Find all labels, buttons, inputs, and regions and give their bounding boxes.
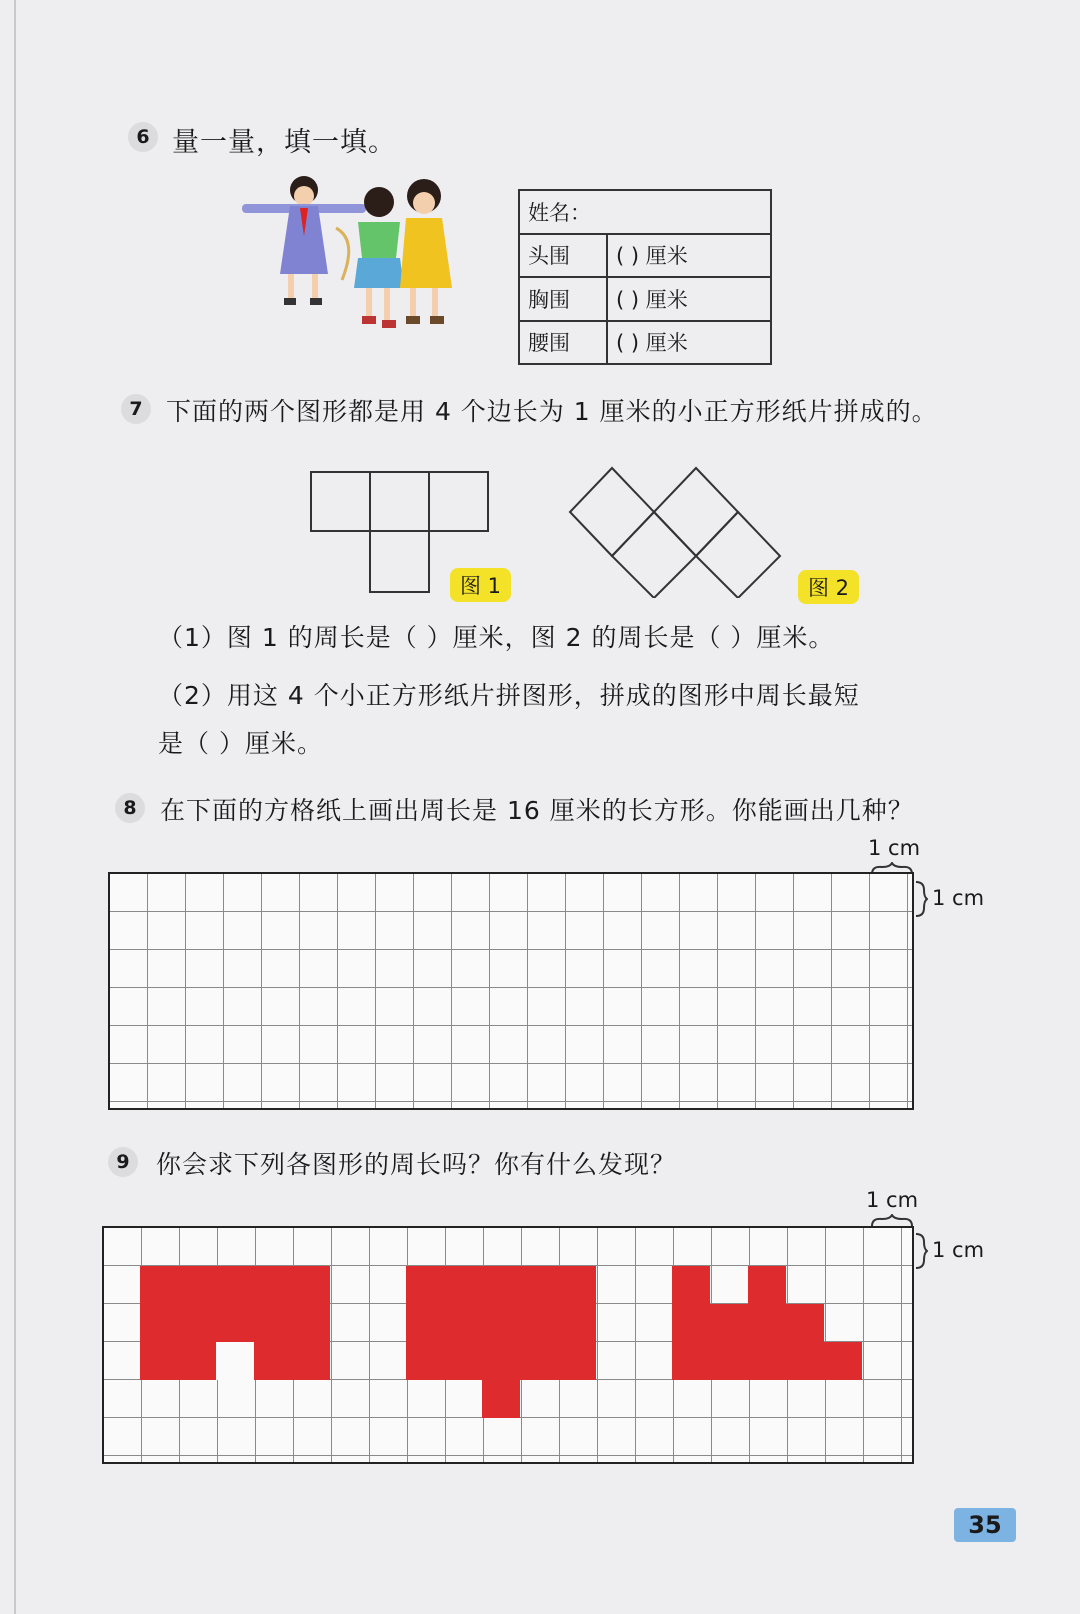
grid-paper-q9: [102, 1226, 914, 1464]
table-row: [519, 321, 771, 365]
shape-b-tab: [482, 1380, 520, 1418]
question-9-text: 你会求下列各图形的周长吗？你有什么发现？: [156, 1150, 677, 1179]
figure-2-label: 图 2: [798, 570, 859, 604]
question-7-number: 7: [121, 394, 151, 424]
waist-blank[interactable]: ( ) 厘米: [607, 321, 771, 365]
unit-width-label: 1 cm: [868, 836, 921, 860]
shape-c-part: [672, 1304, 824, 1342]
question-8-text: 在下面的方格纸上画出周长是 16 厘米的长方形。你能画出几种？: [160, 796, 914, 825]
question-8-number: 8: [115, 793, 145, 823]
fig1-square: [369, 530, 430, 593]
brace-icon: [914, 880, 928, 918]
head-label: 头围: [519, 234, 607, 278]
unit-height-label: 1 cm: [932, 1238, 985, 1262]
name-field[interactable]: [519, 190, 771, 234]
grid-paper-q8[interactable]: [108, 872, 914, 1110]
shape-c-part: [672, 1266, 710, 1304]
question-6-text: 量一量，填一填。: [172, 127, 396, 158]
shape-c-part: [748, 1266, 786, 1304]
chest-blank[interactable]: ( ) 厘米: [607, 277, 771, 321]
unit-width-label: 1 cm: [866, 1188, 919, 1212]
shape-c-part: [672, 1342, 862, 1380]
figure-1-label: 图 1: [450, 568, 511, 602]
waist-label: 腰围: [519, 321, 607, 365]
head-blank[interactable]: ( ) 厘米: [607, 234, 771, 278]
table-row: [519, 277, 771, 321]
shape-a-notch: [216, 1342, 254, 1380]
chest-label: 胸围: [519, 277, 607, 321]
unit-height-label: 1 cm: [932, 886, 985, 910]
figure-2: [568, 462, 788, 598]
question-7-part-2-cont: 是（ ）厘米。: [158, 729, 323, 758]
fig1-square: [369, 471, 430, 532]
question-7-text: 下面的两个图形都是用 4 个边长为 1 厘米的小正方形纸片拼成的。: [166, 397, 938, 426]
question-6-number: 6: [128, 122, 158, 152]
table-row: [519, 234, 771, 278]
fig1-square: [428, 471, 489, 532]
page-edge: [14, 0, 16, 1614]
shape-b: [406, 1266, 596, 1380]
question-7-part-2: （2）用这 4 个小正方形纸片拼图形，拼成的图形中周长最短: [158, 681, 860, 710]
girls-measuring-illustration: [238, 170, 468, 350]
question-9-number: 9: [108, 1147, 138, 1177]
page-number: 35: [954, 1508, 1016, 1542]
question-7-part-1: （1）图 1 的周长是（ ）厘米，图 2 的周长是（ ）厘米。: [158, 623, 835, 652]
name-label: 姓名：: [528, 200, 591, 225]
brace-icon: [914, 1232, 928, 1270]
measurement-table: [518, 189, 772, 365]
fig1-square: [310, 471, 371, 532]
